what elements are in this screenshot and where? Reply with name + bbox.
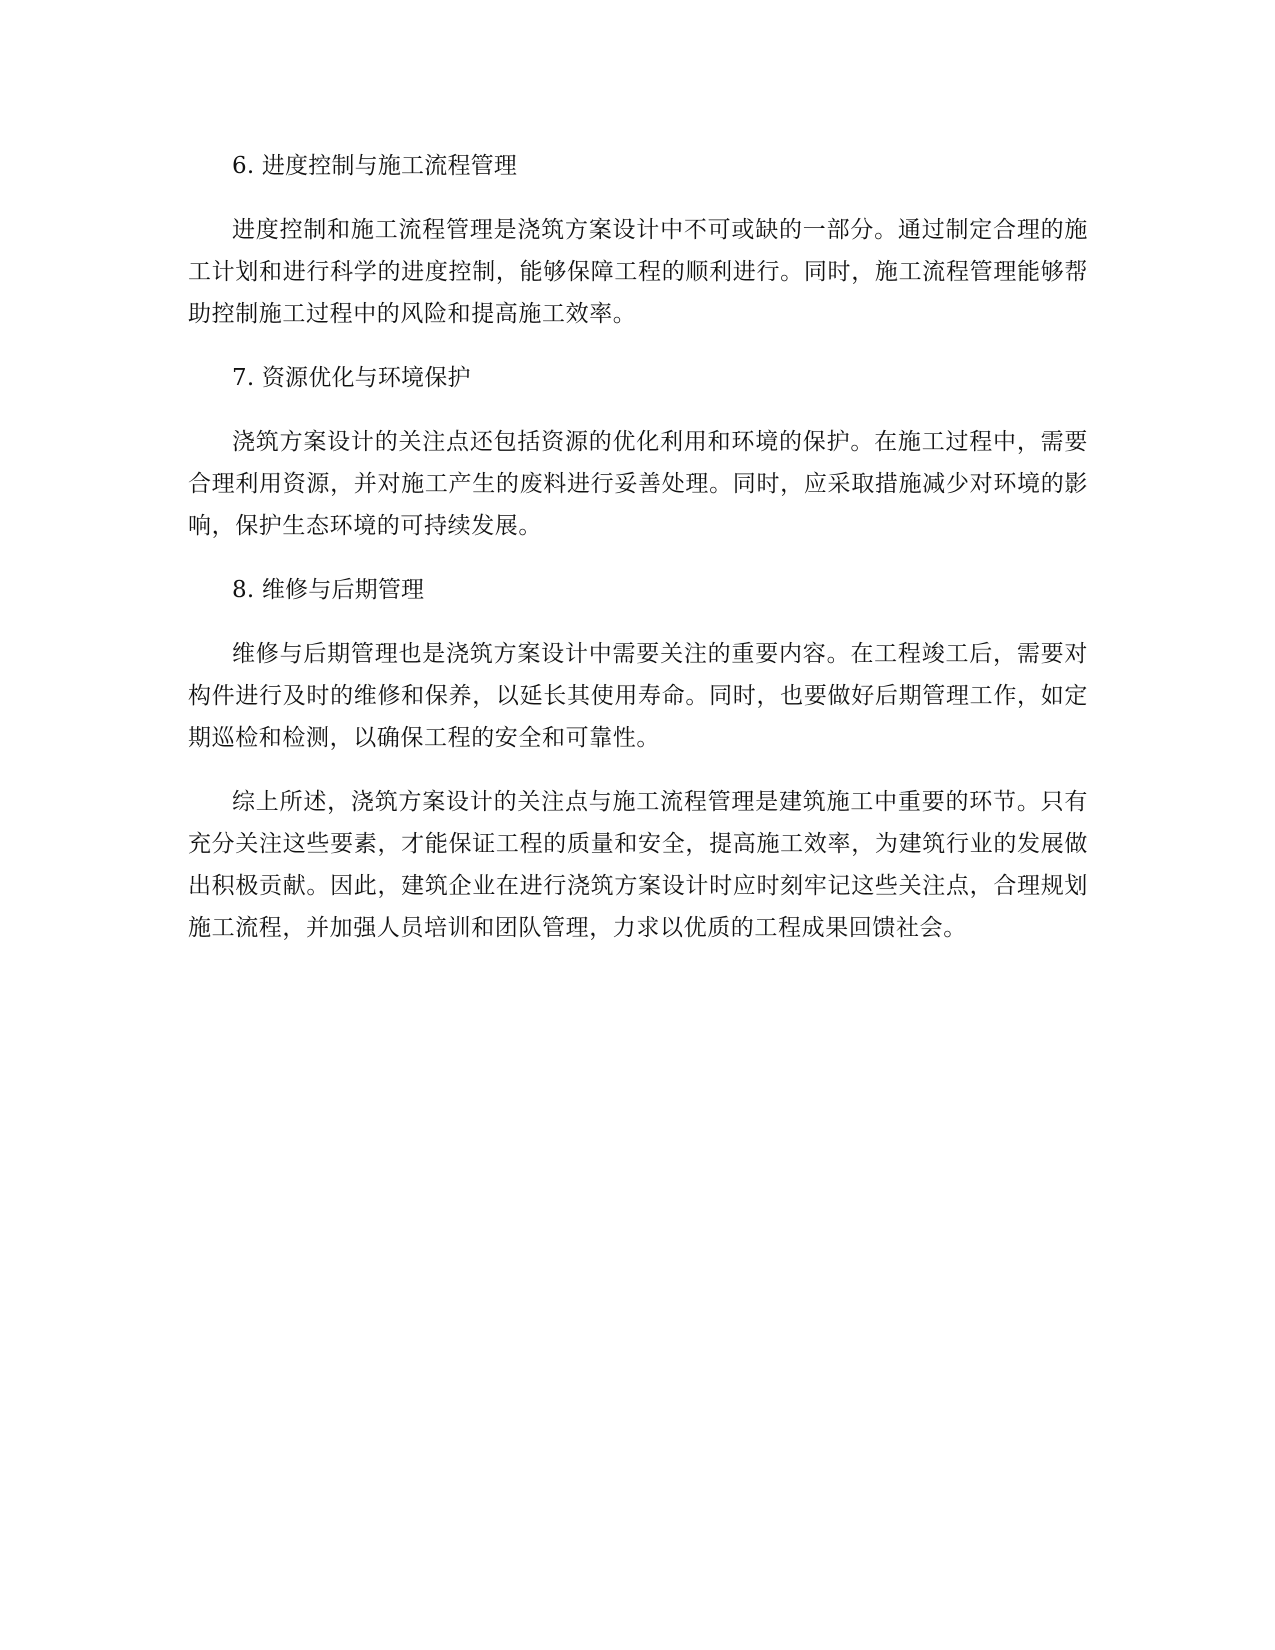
section-heading-8: 8. 维修与后期管理 (232, 577, 425, 603)
section-heading-6: 6. 进度控制与施工流程管理 (232, 153, 518, 179)
conclusion-paragraph: 综上所述，浇筑方案设计的关注点与施工流程管理是建筑施工中重要的环节。只有充分关注这些要素，才能保证工程的质量和安全，提高施工效率，为建筑行业的发展做出积极贡献。因此，建筑企业在进行浇筑方案设计时应时刻牢记这些关注点，合理规划施工流程，并加强人员培训和团队管理，力求以优质的工程成果回馈社会。 (188, 789, 1088, 941)
document-body (188, 145, 1088, 971)
section-paragraph-6: 进度控制和施工流程管理是浇筑方案设计中不可或缺的一部分。通过制定合理的施工计划和进行科学的进度控制，能够保障工程的顺利进行。同时，施工流程管理能够帮助控制施工过程中的风险和提高施工效率。 (188, 217, 1088, 327)
section-paragraph-8: 维修与后期管理也是浇筑方案设计中需要关注的重要内容。在工程竣工后，需要对构件进行及时的维修和保养，以延长其使用寿命。同时，也要做好后期管理工作，如定期巡检和检测，以确保工程的安全和可靠性。 (188, 641, 1088, 751)
section-paragraph-7: 浇筑方案设计的关注点还包括资源的优化利用和环境的保护。在施工过程中，需要合理利用资源，并对施工产生的废料进行妥善处理。同时，应采取措施减少对环境的影响，保护生态环境的可持续发展。 (188, 429, 1088, 539)
section-heading-7: 7. 资源优化与环境保护 (232, 365, 471, 391)
